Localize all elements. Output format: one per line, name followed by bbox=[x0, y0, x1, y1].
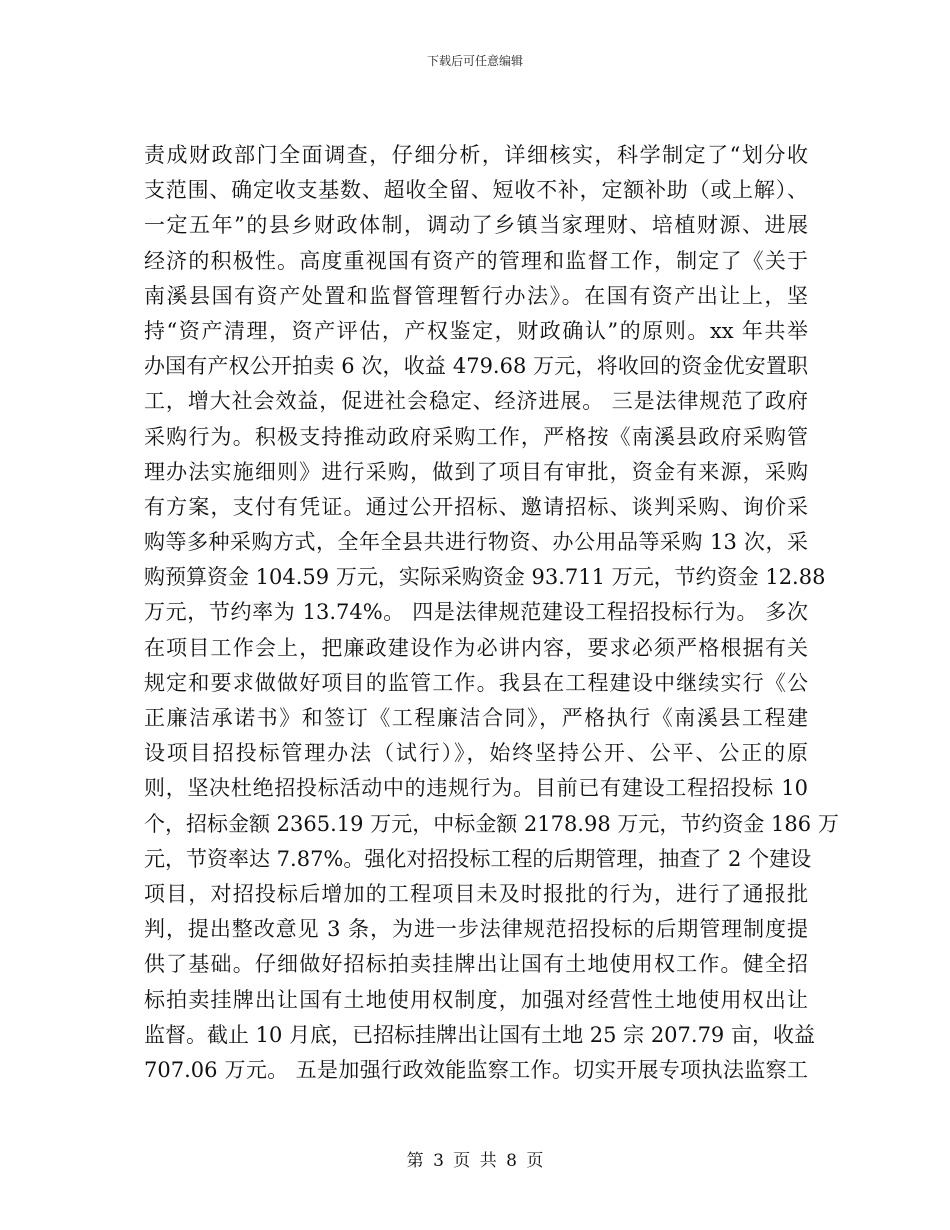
text-line: 南溪县国有资产处置和监督管理暂行办法》。在国有资产出让上，坚 bbox=[144, 283, 808, 308]
text-line: 有方案，支付有凭证。通过公开招标、邀请招标、谈判采购、询价采 bbox=[144, 494, 808, 519]
text-line: 持“资产清理，资产评估，产权鉴定，财政确认”的原则。xx 年共举 bbox=[144, 318, 808, 343]
text-line: 判，提出整改意见 3 条，为进一步法律规范招投标的后期管理制度提 bbox=[144, 917, 808, 942]
text-line: 采购行为。积极支持推动政府采购工作，严格按《南溪县政府采购管 bbox=[144, 424, 808, 449]
text-line: 则，坚决杜绝招投标活动中的违规行为。目前已有建设工程招投标 10 bbox=[144, 776, 808, 801]
text-line: 项目，对招投标后增加的工程项目未及时报批的行为，进行了通报批 bbox=[144, 881, 808, 906]
text-line: 工，增大社会效益，促进社会稳定、经济进展。 三是法律规范了政府 bbox=[144, 389, 808, 414]
text-line: 供了基础。仔细做好招标拍卖挂牌出让国有土地使用权工作。健全招 bbox=[144, 952, 808, 977]
page-footer: 第 3 页 共 8 页 bbox=[406, 1151, 544, 1171]
text-line: 经济的积极性。高度重视国有资产的管理和监督工作，制定了《关于 bbox=[144, 248, 808, 273]
text-line: 707.06 万元。 五是加强行政效能监察工作。切实开展专项执法监察工 bbox=[144, 1057, 808, 1082]
text-line: 理办法实施细则》进行采购，做到了项目有审批，资金有来源，采购 bbox=[144, 459, 808, 484]
text-line: 购等多种采购方式，全年全县共进行物资、办公用品等采购 13 次，采 bbox=[144, 530, 808, 555]
page-header: 下载后可任意编辑 bbox=[426, 54, 523, 68]
text-line: 标拍卖挂牌出让国有土地使用权制度，加强对经营性土地使用权出让 bbox=[144, 987, 808, 1012]
text-line: 购预算资金 104.59 万元，实际采购资金 93.711 万元，节约资金 12.88 bbox=[144, 565, 826, 590]
document-body bbox=[144, 138, 839, 1088]
text-line: 监督。截止 10 月底，已招标挂牌出让国有土地 25 宗 207.79 亩，收益 bbox=[144, 1022, 815, 1047]
text-line: 万元，节约率为 13.74%。 四是法律规范建设工程招投标行为。 多次 bbox=[144, 600, 808, 625]
text-line: 规定和要求做做好项目的监管工作。我县在工程建设中继续实行《公 bbox=[144, 670, 808, 695]
text-line: 一定五年”的县乡财政体制，调动了乡镇当家理财、培植财源、进展 bbox=[144, 213, 808, 238]
text-line: 正廉洁承诺书》和签订《工程廉洁合同》，严格执行《南溪县工程建 bbox=[144, 706, 808, 730]
text-line: 设项目招投标管理办法（试行）》，始终坚持公开、公平、公正的原 bbox=[144, 741, 808, 766]
text-line: 元，节资率达 7.87%。强化对招投标工程的后期管理，抽查了 2 个建设 bbox=[144, 846, 812, 871]
text-line: 在项目工作会上，把廉政建设作为必讲内容，要求必须严格根据有关 bbox=[144, 635, 808, 660]
text-line: 支范围、确定收支基数、超收全留、短收不补，定额补助（或上解）、 bbox=[144, 178, 808, 203]
text-line: 个，招标金额 2365.19 万元，中标金额 2178.98 万元，节约资金 186 万 bbox=[144, 811, 839, 836]
text-line: 办国有产权公开拍卖 6 次，收益 479.68 万元，将收回的资金优安置职 bbox=[144, 354, 808, 379]
text-line: 责成财政部门全面调查，仔细分析，详细核实，科学制定了“划分收 bbox=[144, 143, 808, 167]
